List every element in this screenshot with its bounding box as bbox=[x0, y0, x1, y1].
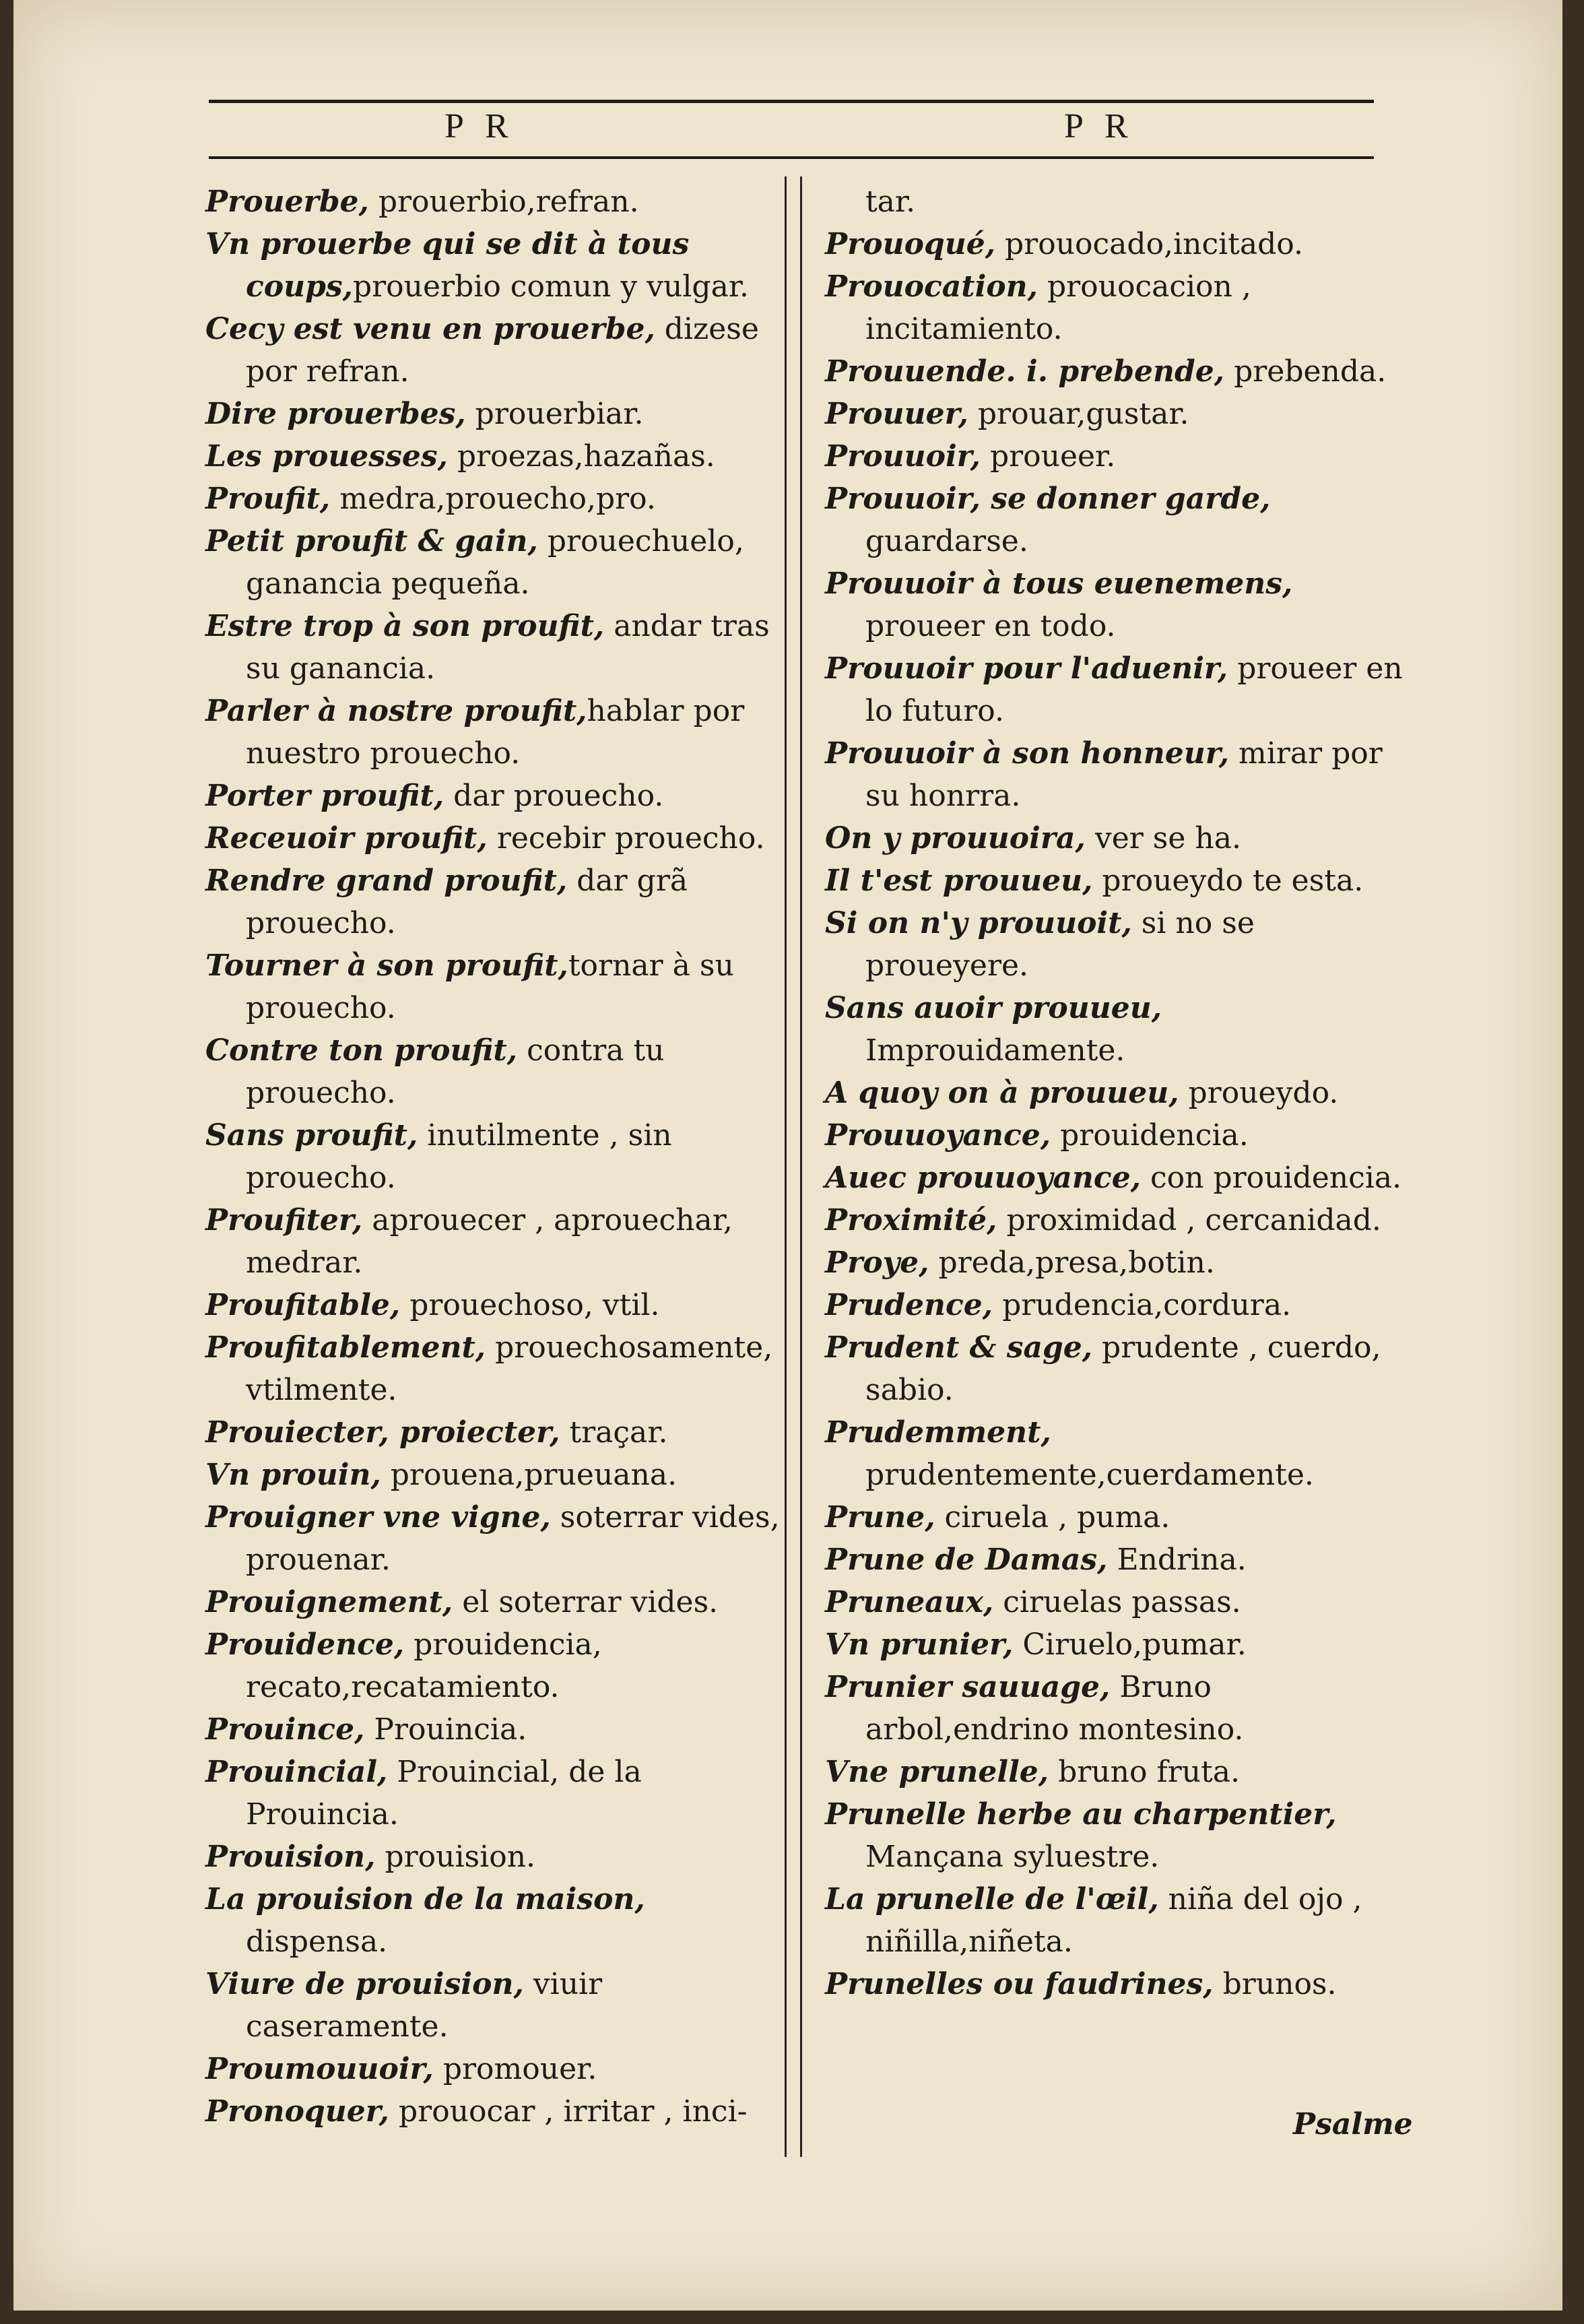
entry-headword: Pronoquer, bbox=[205, 2094, 390, 2129]
entry-translation: viuir caseramente. bbox=[246, 1967, 603, 2044]
entry-headword: La prunelle de l'œil, bbox=[825, 1882, 1159, 1916]
entry-translation: prouar,gustar. bbox=[968, 397, 1189, 431]
dictionary-entry bbox=[825, 1539, 1418, 1581]
entry-translation: prebenda. bbox=[1224, 354, 1387, 389]
entry-headword: Prudent & sage, bbox=[825, 1330, 1093, 1365]
entry-headword: Prunier sauuage, bbox=[825, 1670, 1111, 1704]
dictionary-entry bbox=[825, 1072, 1418, 1114]
running-head-left: P R bbox=[444, 107, 515, 146]
entry-headword: Petit proufit & gain, bbox=[205, 524, 538, 558]
dictionary-entry bbox=[205, 2048, 785, 2090]
entry-translation: inutilmente , sin prouecho. bbox=[246, 1118, 672, 1195]
dictionary-entry bbox=[205, 860, 785, 944]
entry-translation: dar grã prouecho. bbox=[246, 864, 688, 940]
dictionary-entry bbox=[205, 1751, 785, 1836]
entry-translation: mirar por su honrra. bbox=[865, 736, 1383, 813]
dictionary-entry bbox=[205, 223, 785, 308]
dictionary-entry bbox=[205, 1708, 785, 1751]
dictionary-entry bbox=[825, 1666, 1418, 1751]
entry-headword: Receuoir proufit, bbox=[205, 821, 488, 856]
dictionary-entry bbox=[825, 435, 1418, 478]
dictionary-entry bbox=[825, 181, 1418, 223]
entry-translation: prouena,prueuana. bbox=[381, 1458, 678, 1492]
entry-headword: Prouuoir pour l'aduenir, bbox=[825, 651, 1228, 686]
dictionary-entry bbox=[825, 1284, 1418, 1326]
entry-headword: Vn prouin, bbox=[205, 1458, 381, 1492]
entry-translation: proximidad , cercanidad. bbox=[997, 1203, 1381, 1237]
entry-headword: Parler à nostre proufit, bbox=[205, 694, 587, 728]
entry-translation: Prouincial, de la Prouincia. bbox=[246, 1755, 642, 1832]
entry-headword: Prouision, bbox=[205, 1840, 376, 1874]
dictionary-entry bbox=[825, 562, 1418, 647]
dictionary-entry bbox=[825, 1623, 1418, 1666]
left-column bbox=[205, 181, 785, 2133]
entry-translation: ciruela , puma. bbox=[935, 1500, 1170, 1535]
entry-headword: Sans auoir prouueu, bbox=[825, 991, 1162, 1025]
entry-headword: Viure de prouision, bbox=[205, 1967, 524, 2001]
entry-translation: prouidencia. bbox=[1051, 1118, 1249, 1153]
entry-translation: recebir prouecho. bbox=[487, 821, 765, 856]
dictionary-entry bbox=[205, 1496, 785, 1581]
entry-headword: Prunelle herbe au charpentier, bbox=[825, 1797, 1337, 1832]
entry-translation: ciruelas passas. bbox=[993, 1585, 1241, 1619]
dictionary-entry bbox=[205, 520, 785, 605]
dictionary-entry bbox=[205, 944, 785, 1029]
dictionary-entry bbox=[825, 817, 1418, 860]
entry-translation: proezas,hazañas. bbox=[447, 439, 715, 474]
dictionary-entry bbox=[825, 1793, 1418, 1878]
entry-headword: Prouoqué, bbox=[825, 227, 996, 261]
entry-headword: Proumouuoir, bbox=[205, 2052, 434, 2086]
entry-translation: Endrina. bbox=[1107, 1543, 1247, 1577]
entry-translation: proueer. bbox=[980, 439, 1116, 474]
entry-headword: Cecy est venu en prouerbe, bbox=[205, 312, 655, 346]
entry-translation: si no se proueyere. bbox=[865, 906, 1255, 983]
entry-translation: prouocar , irritar , inci- bbox=[389, 2094, 748, 2129]
entry-translation: bruno fruta. bbox=[1049, 1755, 1241, 1789]
entry-headword: Prouuer, bbox=[825, 397, 968, 431]
dictionary-entry bbox=[825, 1878, 1418, 1963]
dictionary-entry bbox=[205, 478, 785, 520]
dictionary-entry bbox=[205, 1623, 785, 1708]
dictionary-entry bbox=[205, 817, 785, 860]
dictionary-entry bbox=[205, 1411, 785, 1454]
entry-translation: tar. bbox=[865, 185, 916, 219]
entry-translation: el soterrar vides. bbox=[453, 1585, 719, 1619]
entry-translation: andar tras su ganancia. bbox=[246, 609, 770, 686]
dictionary-entry bbox=[825, 860, 1418, 902]
entry-headword: Vne prunelle, bbox=[825, 1755, 1049, 1789]
head-rule bbox=[209, 156, 1374, 159]
dictionary-entry bbox=[205, 605, 785, 690]
dictionary-entry bbox=[825, 1411, 1418, 1496]
dictionary-entry bbox=[825, 1241, 1418, 1284]
dictionary-entry bbox=[825, 1581, 1418, 1623]
dictionary-entry bbox=[825, 393, 1418, 435]
entry-translation: contra tu prouecho. bbox=[246, 1033, 665, 1110]
entry-translation: niña del ojo , niñilla,niñeta. bbox=[865, 1882, 1362, 1959]
entry-headword: Proufit, bbox=[205, 482, 331, 516]
entry-headword: Sans proufit, bbox=[205, 1118, 418, 1153]
entry-headword: Si on n'y prouuoit, bbox=[825, 906, 1132, 940]
dictionary-entry bbox=[825, 1963, 1418, 2005]
entry-translation: brunos. bbox=[1213, 1967, 1337, 2001]
entry-translation: promouer. bbox=[433, 2052, 597, 2086]
dictionary-entry bbox=[825, 902, 1418, 987]
entry-translation: prouerbiar. bbox=[465, 397, 644, 431]
dictionary-entry bbox=[205, 1114, 785, 1199]
entry-headword: Prouigner vne vigne, bbox=[205, 1500, 551, 1535]
entry-translation: dizese por refran. bbox=[246, 312, 759, 389]
entry-headword: La prouision de la maison, bbox=[205, 1882, 645, 1916]
entry-headword: Prouincial, bbox=[205, 1755, 388, 1789]
entry-headword: Vn prouerbe qui se dit à tous coups, bbox=[205, 227, 690, 304]
dictionary-entry bbox=[825, 1751, 1418, 1793]
dictionary-entry bbox=[205, 1454, 785, 1496]
entry-headword: Rendre grand proufit, bbox=[205, 864, 568, 898]
entry-translation: medra,prouecho,pro. bbox=[330, 482, 656, 516]
column-divider bbox=[785, 176, 787, 2157]
entry-headword: Prouuoir à tous euenemens, bbox=[825, 567, 1293, 601]
dictionary-entry bbox=[825, 1199, 1418, 1241]
entry-headword: Contre ton proufit, bbox=[205, 1033, 518, 1068]
entry-headword: Prouignement, bbox=[205, 1585, 453, 1619]
entry-translation: prouocado,incitado. bbox=[995, 227, 1303, 261]
dictionary-entry bbox=[825, 265, 1418, 350]
entry-translation: proueydo. bbox=[1179, 1076, 1339, 1110]
entry-headword: Prouuoir à son honneur, bbox=[825, 736, 1230, 771]
dictionary-entry bbox=[205, 1284, 785, 1326]
dictionary-entry bbox=[825, 223, 1418, 265]
dictionary-entry bbox=[205, 1878, 785, 1963]
entry-translation: Improuidamente. bbox=[865, 1033, 1125, 1068]
entry-translation: proueer en lo futuro. bbox=[865, 651, 1403, 728]
entry-headword: Prouuoir, se donner garde, bbox=[825, 482, 1271, 516]
entry-translation: prouocacion , incitamiento. bbox=[865, 269, 1251, 346]
dictionary-page bbox=[13, 0, 1562, 2311]
entry-headword: Prouerbe, bbox=[205, 185, 369, 219]
dictionary-entry bbox=[825, 732, 1418, 817]
entry-headword: Vn prunier, bbox=[825, 1627, 1014, 1662]
catchword: Psalme bbox=[1293, 2107, 1413, 2141]
entry-headword: Proufitable, bbox=[205, 1288, 401, 1322]
dictionary-entry bbox=[825, 1157, 1418, 1199]
entry-headword: Prouidence, bbox=[205, 1627, 405, 1662]
entry-headword: Proye, bbox=[825, 1246, 929, 1280]
entry-translation: prouision. bbox=[375, 1840, 536, 1874]
entry-translation: prudencia,cordura. bbox=[993, 1288, 1292, 1322]
entry-headword: Prunelles ou faudrines, bbox=[825, 1967, 1214, 2001]
entry-translation: dispensa. bbox=[246, 1925, 388, 1959]
entry-headword: Prudence, bbox=[825, 1288, 993, 1322]
entry-headword: Prouuende. i. prebende, bbox=[825, 354, 1225, 389]
dictionary-entry bbox=[205, 1581, 785, 1623]
entry-translation: aprouecer , aprouechar, medrar. bbox=[246, 1203, 733, 1280]
entry-headword: Porter proufit, bbox=[205, 779, 444, 813]
entry-translation: prudentemente,cuerdamente. bbox=[865, 1458, 1314, 1492]
entry-translation: Mançana syluestre. bbox=[865, 1840, 1160, 1874]
entry-headword: Prouince, bbox=[205, 1712, 365, 1747]
entry-translation: hablar por nuestro prouecho. bbox=[246, 694, 745, 771]
entry-translation: Bruno arbol,endrino montesino. bbox=[865, 1670, 1244, 1747]
entry-translation: prouerbio,refran. bbox=[368, 185, 639, 219]
dictionary-entry bbox=[205, 308, 785, 393]
dictionary-entry bbox=[205, 435, 785, 478]
entry-translation: prouechoso, vtil. bbox=[400, 1288, 660, 1322]
dictionary-entry bbox=[205, 775, 785, 817]
entry-headword: Les prouesses, bbox=[205, 439, 448, 474]
dictionary-entry bbox=[825, 987, 1418, 1072]
dictionary-entry bbox=[205, 1326, 785, 1411]
entry-headword: Proufitablement, bbox=[205, 1330, 486, 1365]
entry-translation: prouerbio comun y vulgar. bbox=[352, 269, 750, 304]
entry-translation: proueydo te esta. bbox=[1092, 864, 1364, 898]
entry-translation: prouidencia, recato,recatamiento. bbox=[246, 1627, 602, 1704]
entry-translation: dar prouecho. bbox=[444, 779, 664, 813]
entry-headword: Prune de Damas, bbox=[825, 1543, 1108, 1577]
entry-headword: A quoy on à prouueu, bbox=[825, 1076, 1179, 1110]
entry-translation: preda,presa,botin. bbox=[929, 1246, 1215, 1280]
dictionary-entry bbox=[825, 1496, 1418, 1539]
column-divider bbox=[800, 176, 802, 2157]
entry-headword: Il t'est prouueu, bbox=[825, 864, 1093, 898]
entry-translation: tornar à su prouecho. bbox=[246, 948, 734, 1025]
entry-translation: guardarse. bbox=[865, 524, 1028, 558]
dictionary-entry bbox=[205, 1836, 785, 1878]
entry-headword: Auec prouuoyance, bbox=[825, 1161, 1142, 1195]
dictionary-entry bbox=[205, 690, 785, 775]
dictionary-entry bbox=[205, 1199, 785, 1284]
dictionary-entry bbox=[825, 647, 1418, 732]
dictionary-entry bbox=[825, 478, 1418, 562]
entry-headword: Prouocation, bbox=[825, 269, 1038, 304]
dictionary-entry bbox=[825, 1326, 1418, 1411]
dictionary-entry bbox=[825, 1114, 1418, 1157]
entry-headword: Tourner à son proufit, bbox=[205, 948, 568, 983]
entry-headword: Pruneaux, bbox=[825, 1585, 994, 1619]
right-column bbox=[825, 181, 1418, 2005]
entry-translation: ver se ha. bbox=[1085, 821, 1241, 856]
entry-translation: traçar. bbox=[560, 1415, 668, 1450]
entry-translation: prouechosamente, vtilmente. bbox=[246, 1330, 773, 1407]
entry-headword: Prouuoir, bbox=[825, 439, 981, 474]
entry-translation: proueer en todo. bbox=[865, 609, 1116, 643]
entry-headword: Estre trop à son proufit, bbox=[205, 609, 605, 643]
dictionary-entry bbox=[205, 1963, 785, 2048]
entry-translation: con prouidencia. bbox=[1141, 1161, 1402, 1195]
entry-headword: Prouuoyance, bbox=[825, 1118, 1051, 1153]
dictionary-entry bbox=[205, 1029, 785, 1114]
running-head-right: P R bbox=[1064, 107, 1135, 146]
dictionary-entry bbox=[205, 393, 785, 435]
entry-headword: Prudemment, bbox=[825, 1415, 1051, 1450]
top-rule bbox=[209, 100, 1374, 103]
entry-headword: Dire prouerbes, bbox=[205, 397, 466, 431]
entry-headword: Proufiter, bbox=[205, 1203, 363, 1237]
entry-headword: Proximité, bbox=[825, 1203, 997, 1237]
dictionary-entry bbox=[205, 2090, 785, 2133]
entry-headword: Prune, bbox=[825, 1500, 935, 1535]
entry-headword: Prouiecter, proiecter, bbox=[205, 1415, 560, 1450]
entry-translation: soterrar vides, prouenar. bbox=[246, 1500, 780, 1577]
dictionary-entry bbox=[205, 181, 785, 223]
entry-headword: On y prouuoira, bbox=[825, 821, 1086, 856]
entry-translation: Prouincia. bbox=[364, 1712, 527, 1747]
entry-translation: prudente , cuerdo, sabio. bbox=[865, 1330, 1381, 1407]
entry-translation: prouechuelo, ganancia pequeña. bbox=[246, 524, 744, 601]
entry-translation: Ciruelo,pumar. bbox=[1013, 1627, 1247, 1662]
dictionary-entry bbox=[825, 350, 1418, 393]
